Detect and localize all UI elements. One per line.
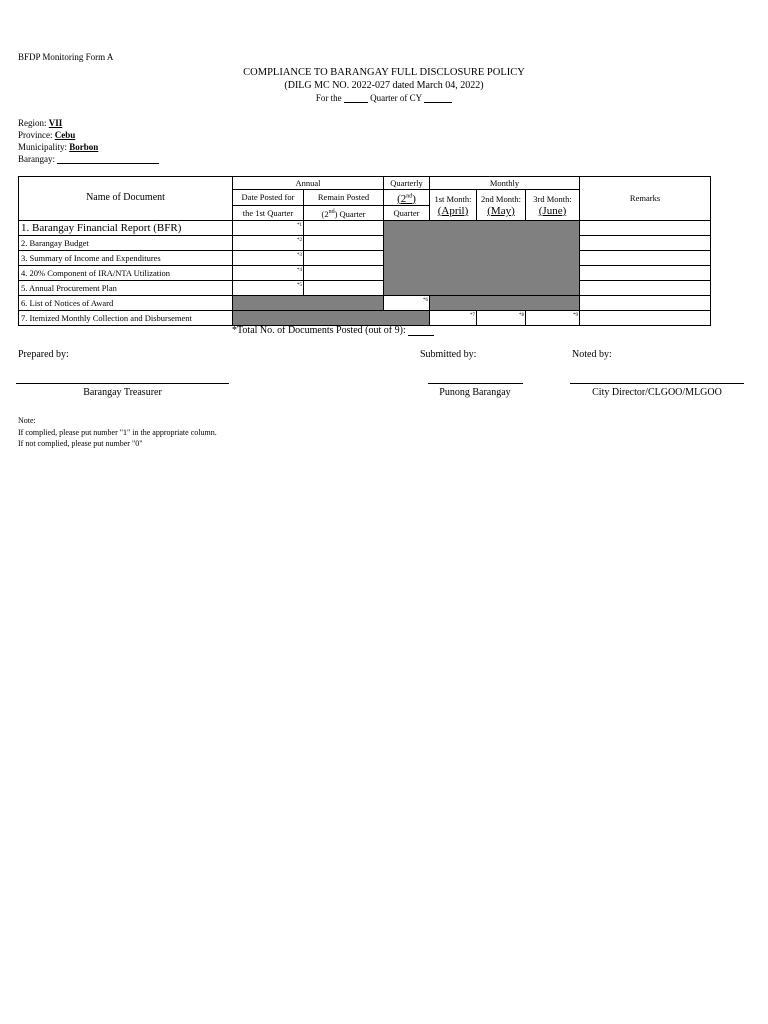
- row-label-1: 1. Barangay Financial Report (BFR): [19, 220, 233, 235]
- name-of-document-header: Name of Document: [19, 177, 233, 221]
- cell-month2-7[interactable]: *8: [477, 310, 526, 325]
- cell-remain-posted-5[interactable]: [304, 280, 384, 295]
- date-posted-header-l2: the 1st Quarter: [233, 205, 304, 220]
- cell-date-posted-4[interactable]: *4: [233, 265, 304, 280]
- municipality-value: Borbon: [69, 142, 99, 152]
- note-line-2: If not complied, please put number "0": [18, 439, 143, 448]
- cell-remarks-5[interactable]: [580, 280, 711, 295]
- cell-remain-posted-4[interactable]: [304, 265, 384, 280]
- row-label-5: 5. Annual Procurement Plan: [19, 280, 233, 295]
- municipality-line: [18, 142, 98, 152]
- prepared-by-label: Prepared by:: [18, 349, 69, 360]
- shaded-annual-quarterly-7: [233, 310, 430, 325]
- form-id: BFDP Monitoring Form A: [18, 52, 114, 62]
- row-label-6: 6. List of Notices of Award: [19, 295, 233, 310]
- remarks-header: Remarks: [580, 177, 711, 221]
- noted-by-label: Noted by:: [572, 349, 612, 360]
- cell-remarks-3[interactable]: [580, 250, 711, 265]
- period-prefix: For the: [315, 93, 342, 103]
- quarterly-header: Quarterly: [384, 177, 430, 190]
- punong-title: Punong Barangay: [439, 387, 511, 398]
- cell-date-posted-2[interactable]: *2: [233, 235, 304, 250]
- cell-month1-7[interactable]: *7: [430, 310, 477, 325]
- region-value: VII: [48, 118, 63, 128]
- quarter-blank[interactable]: [344, 102, 368, 103]
- quarterly-number-header: (2nd): [384, 190, 430, 206]
- cell-month3-7[interactable]: *9: [526, 310, 580, 325]
- province-value: Cebu: [54, 130, 76, 140]
- cell-date-posted-3[interactable]: *3: [233, 250, 304, 265]
- date-posted-header-l1: Date Posted for: [233, 190, 304, 206]
- total-label: *Total No. of Documents Posted (out of 9):: [232, 325, 406, 336]
- submitted-by-label: Submitted by:: [420, 349, 477, 360]
- month1-header: 1st Month: (April): [430, 190, 477, 221]
- annual-header: Annual: [233, 177, 384, 190]
- treasurer-signature-line[interactable]: [16, 383, 229, 384]
- row-label-7: 7. Itemized Monthly Collection and Disbursement: [19, 310, 233, 325]
- compliance-table: [18, 176, 711, 326]
- cell-remarks-6[interactable]: [580, 295, 711, 310]
- month2-header: 2nd Month: (May): [477, 190, 526, 221]
- document-title: COMPLIANCE TO BARANGAY FULL DISCLOSURE POLICY: [243, 67, 525, 78]
- month3-header: 3rd Month: (June): [526, 190, 580, 221]
- punong-signature-line[interactable]: [428, 383, 523, 384]
- year-blank[interactable]: [424, 102, 452, 103]
- region-line: [18, 118, 62, 128]
- cell-remarks-7[interactable]: [580, 310, 711, 325]
- cell-remarks-4[interactable]: [580, 265, 711, 280]
- barangay-label: Barangay:: [18, 154, 55, 164]
- province-label: Province:: [18, 130, 53, 140]
- remain-posted-header-l1: Remain Posted: [304, 190, 384, 206]
- row-label-3: 3. Summary of Income and Expenditures: [19, 250, 233, 265]
- cell-remain-posted-2[interactable]: [304, 235, 384, 250]
- director-title: City Director/CLGOO/MLGOO: [592, 387, 722, 398]
- monthly-header: Monthly: [430, 177, 580, 190]
- shaded-annual-6: [233, 295, 384, 310]
- municipality-label: Municipality:: [18, 142, 67, 152]
- cell-remarks-1[interactable]: [580, 220, 711, 235]
- barangay-line: [18, 154, 159, 164]
- cell-date-posted-1[interactable]: *1: [233, 220, 304, 235]
- cell-remarks-2[interactable]: [580, 235, 711, 250]
- province-line: [18, 130, 75, 140]
- cell-remain-posted-3[interactable]: [304, 250, 384, 265]
- cell-date-posted-5[interactable]: *5: [233, 280, 304, 295]
- total-documents-line: [232, 325, 434, 336]
- period-middle: Quarter of CY: [370, 93, 422, 103]
- note-title: Note:: [18, 416, 36, 425]
- remain-posted-header-l2: (2nd) Quarter: [304, 205, 384, 220]
- cell-quarterly-6[interactable]: *6: [384, 295, 430, 310]
- barangay-blank[interactable]: [57, 163, 159, 164]
- document-subtitle: (DILG MC NO. 2022-027 dated March 04, 2022): [284, 80, 484, 91]
- shaded-block-rows-1-5: [384, 220, 580, 295]
- shaded-monthly-6: [430, 295, 580, 310]
- quarterly-header-l2: Quarter: [384, 205, 430, 220]
- note-line-1: If complied, please put number "1" in the appropriate column.: [18, 428, 217, 437]
- row-label-4: 4. 20% Component of IRA/NTA Utilization: [19, 265, 233, 280]
- director-signature-line[interactable]: [570, 383, 744, 384]
- treasurer-title: Barangay Treasurer: [83, 387, 162, 398]
- cell-remain-posted-1[interactable]: [304, 220, 384, 235]
- region-label: Region:: [18, 118, 47, 128]
- total-blank[interactable]: [408, 335, 434, 336]
- period-line: [0, 93, 768, 103]
- row-label-2: 2. Barangay Budget: [19, 235, 233, 250]
